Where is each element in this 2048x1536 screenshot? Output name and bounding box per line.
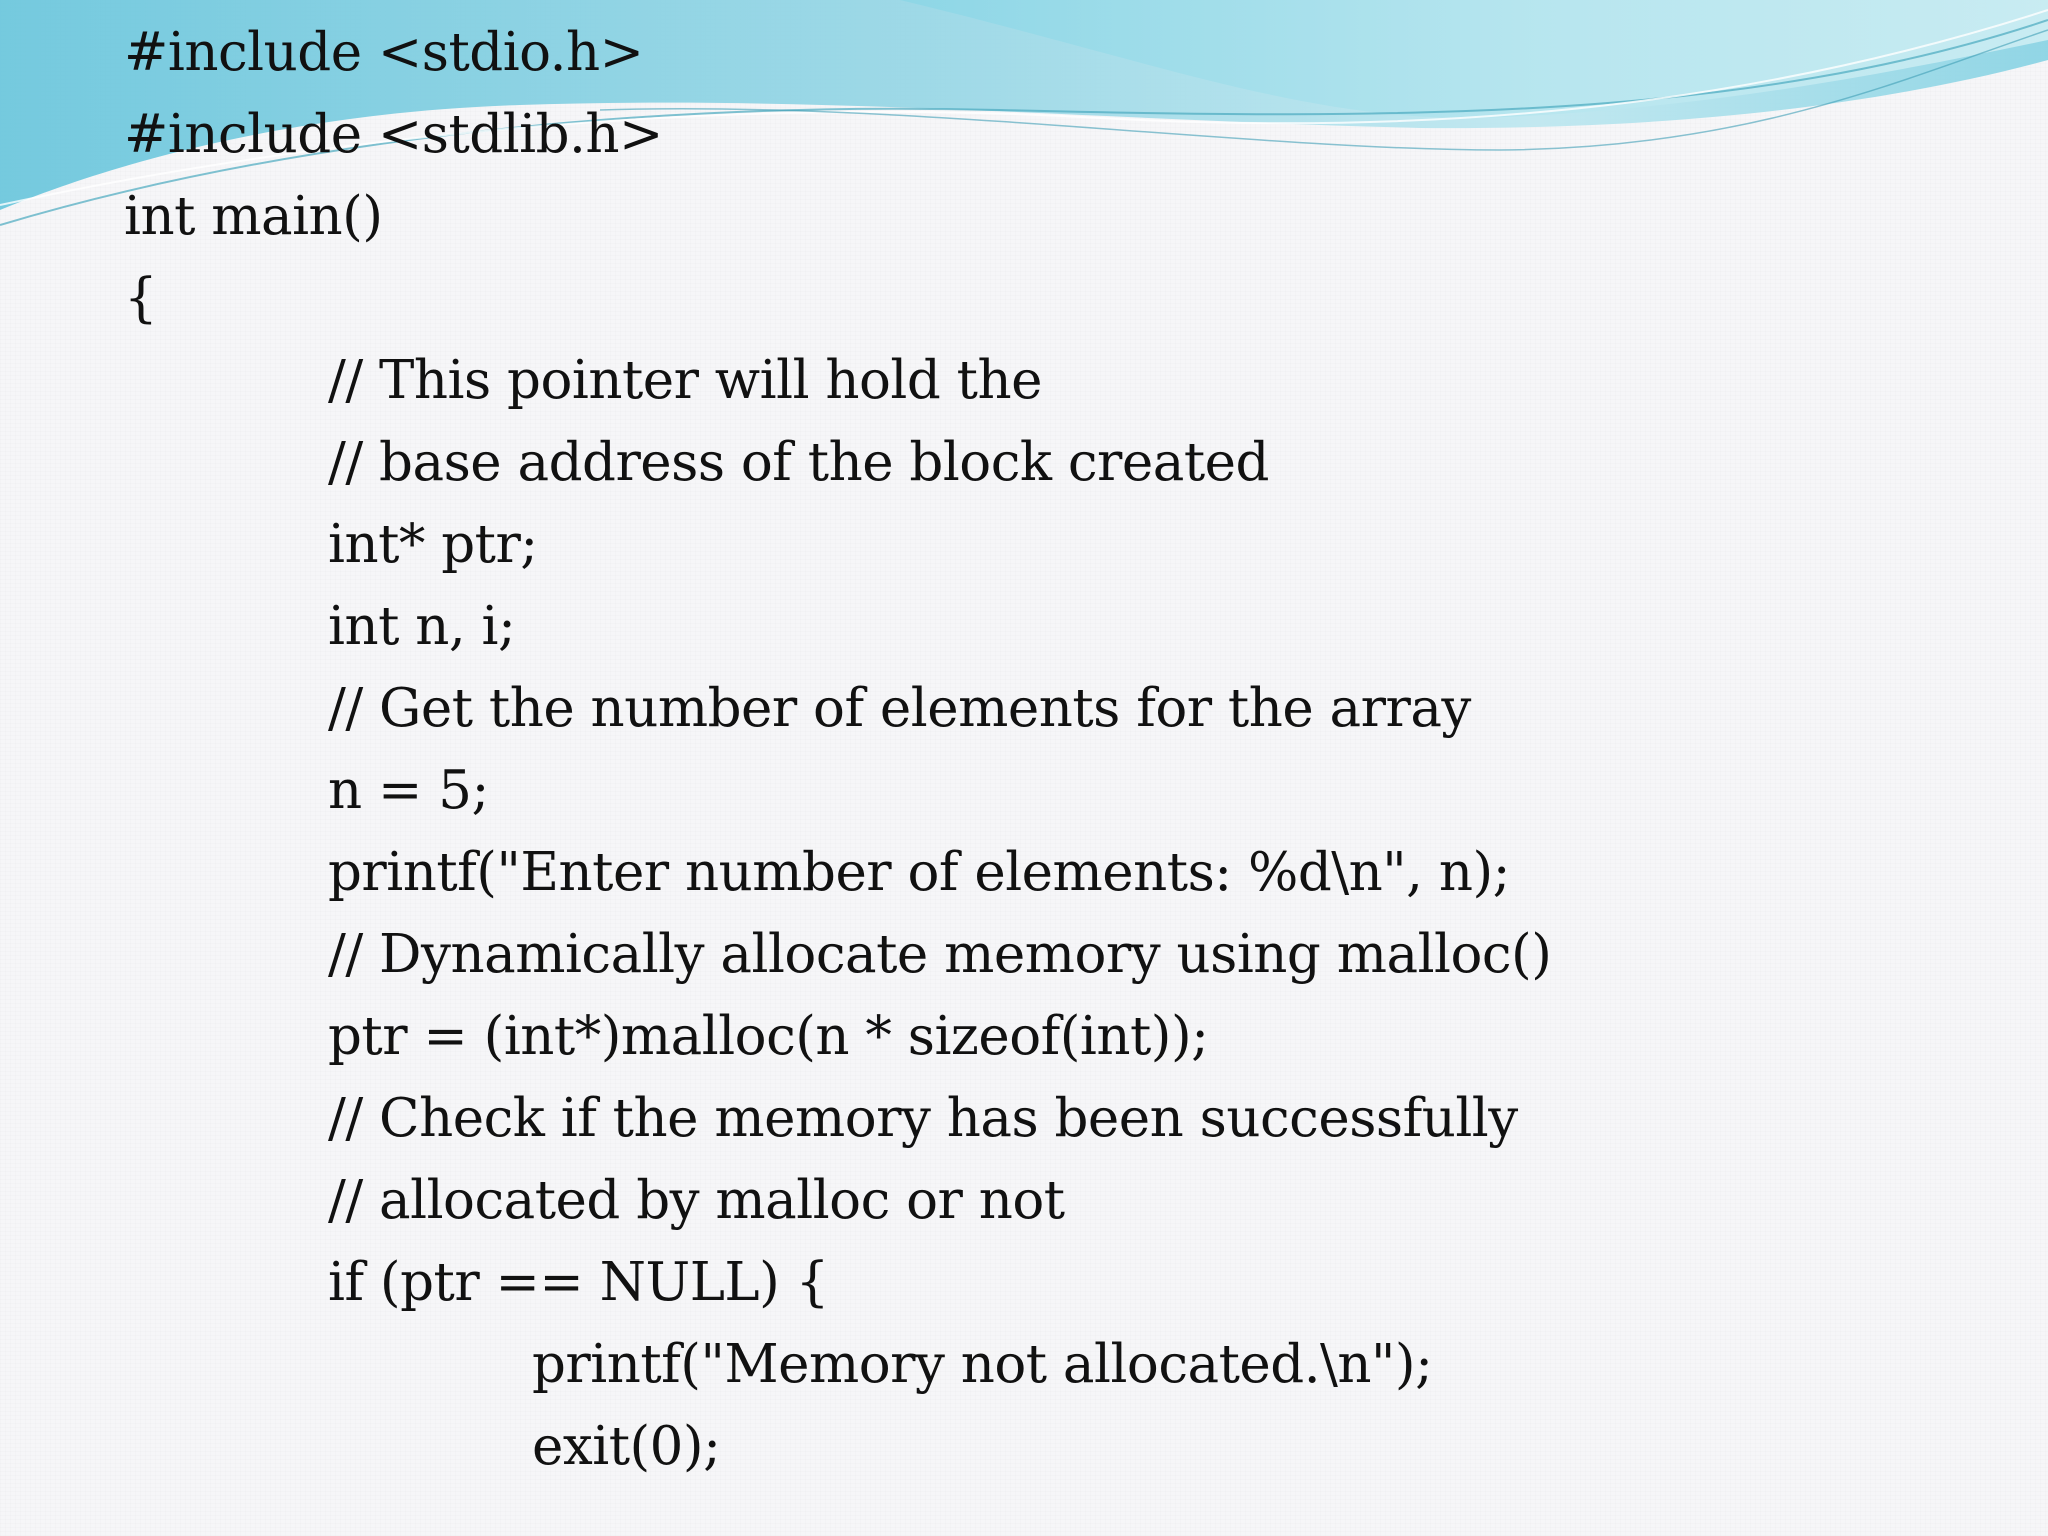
code-line-comment: // Dynamically allocate memory using malloc() [328, 924, 1552, 985]
code-line-declaration: int n, i; [328, 596, 516, 657]
code-line-printf: printf("Memory not allocated.\n"); [532, 1334, 1433, 1395]
code-line-if-null-check: if (ptr == NULL) { [328, 1252, 829, 1313]
code-line-declaration: int* ptr; [328, 514, 538, 575]
code-line-comment: // This pointer will hold the [328, 350, 1042, 411]
code-line-malloc: ptr = (int*)malloc(n * sizeof(int)); [328, 1006, 1209, 1067]
code-line-include-stdlib: #include <stdlib.h> [124, 104, 663, 165]
code-line-assignment: n = 5; [328, 760, 489, 821]
code-line-open-brace: { [124, 268, 158, 329]
code-line-comment: // base address of the block created [328, 432, 1269, 493]
code-line-comment: // Get the number of elements for the array [328, 678, 1471, 739]
code-line-include-stdio: #include <stdio.h> [124, 22, 644, 83]
code-listing [124, 12, 1924, 1488]
code-line-printf: printf("Enter number of elements: %d\n", n); [328, 842, 1511, 903]
code-line-exit: exit(0); [532, 1416, 721, 1477]
code-line-main-signature: int main() [124, 186, 383, 247]
code-line-comment: // allocated by malloc or not [328, 1170, 1065, 1231]
code-line-comment: // Check if the memory has been successfully [328, 1088, 1518, 1149]
